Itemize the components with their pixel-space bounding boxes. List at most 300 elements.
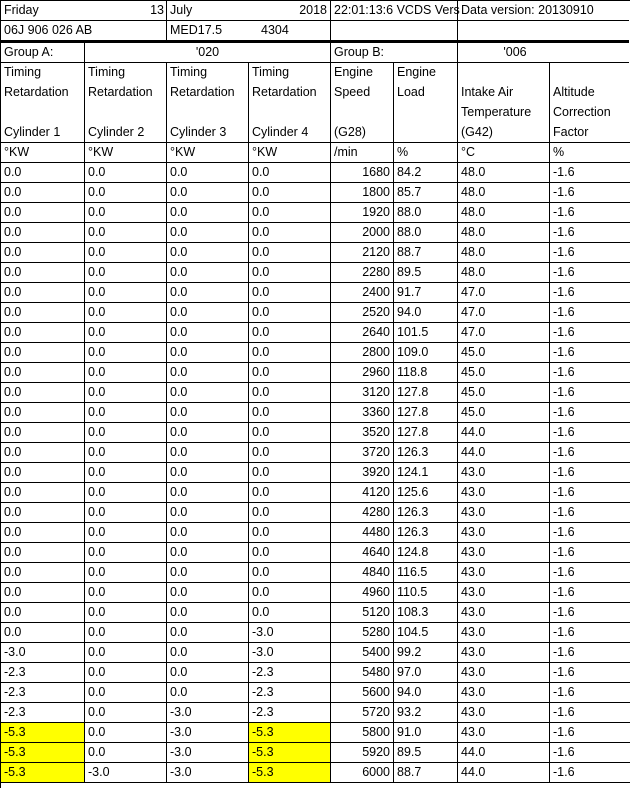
- cell-cylinder-1: 0.0: [1, 623, 85, 643]
- cell-intake-temp: 44.0: [458, 423, 550, 443]
- cell-intake-temp: 43.0: [458, 683, 550, 703]
- cell-cylinder-2: 0.0: [85, 343, 167, 363]
- engine-load-header-line-2: Load: [394, 83, 458, 103]
- cell-cylinder-1: 0.0: [1, 183, 85, 203]
- cell-engine-load: 118.8: [394, 363, 458, 383]
- cell-cylinder-4: 0.0: [249, 503, 331, 523]
- cell-cylinder-1: 0.0: [1, 283, 85, 303]
- engine-load-header-line-3: [394, 103, 458, 123]
- cell-engine-load: 88.0: [394, 203, 458, 223]
- cell-intake-temp: 48.0: [458, 223, 550, 243]
- cell-cylinder-4: 0.0: [249, 543, 331, 563]
- cylinder-3-header-line-1: Timing: [167, 63, 249, 83]
- cell-cylinder-3: 0.0: [167, 683, 249, 703]
- cell-intake-temp: 45.0: [458, 403, 550, 423]
- cell-cylinder-4: 0.0: [249, 263, 331, 283]
- cell-cylinder-2: 0.0: [85, 203, 167, 223]
- cell-cylinder-4: 0.0: [249, 203, 331, 223]
- cell-engine-speed: 3120: [331, 383, 394, 403]
- cell-cylinder-3: 0.0: [167, 623, 249, 643]
- cell-engine-load: 88.7: [394, 763, 458, 783]
- cell-cylinder-3: 0.0: [167, 343, 249, 363]
- cell-engine-speed: 3520: [331, 423, 394, 443]
- cell-altitude-factor: -1.6: [550, 383, 630, 403]
- cell-cylinder-1: 0.0: [1, 403, 85, 423]
- cell-cylinder-4: -3.0: [249, 643, 331, 663]
- cylinder-4-header-line-2: Retardation: [249, 83, 331, 103]
- intake-temp-header-line-2: Intake Air: [458, 83, 550, 103]
- cell-altitude-factor: -1.6: [550, 743, 630, 763]
- cell-cylinder-3: 0.0: [167, 403, 249, 423]
- altitude-factor-header-line-4: Factor: [550, 123, 630, 143]
- cell-cylinder-4: -2.3: [249, 663, 331, 683]
- cell-cylinder-2: 0.0: [85, 263, 167, 283]
- cell-engine-load: 124.1: [394, 463, 458, 483]
- cylinder-4-header-line-3: [249, 103, 331, 123]
- cell-cylinder-2: 0.0: [85, 463, 167, 483]
- cell-intake-temp: 43.0: [458, 603, 550, 623]
- cell-cylinder-4: 0.0: [249, 423, 331, 443]
- intake-temp-header-line-3: Temperature: [458, 103, 550, 123]
- cell-cylinder-1: 0.0: [1, 543, 85, 563]
- cell-engine-load: 109.0: [394, 343, 458, 363]
- cell-cylinder-1: 0.0: [1, 603, 85, 623]
- cell-cylinder-4: 0.0: [249, 563, 331, 583]
- cell-cylinder-2: 0.0: [85, 743, 167, 763]
- cell-cylinder-1: 0.0: [1, 463, 85, 483]
- cell-altitude-factor: -1.6: [550, 443, 630, 463]
- cell-altitude-factor: -1.6: [550, 543, 630, 563]
- title-year: 2018: [249, 1, 331, 21]
- cylinder-1-header-line-2: Retardation: [1, 83, 85, 103]
- intake-temp-header-line-4: (G42): [458, 123, 550, 143]
- cell-cylinder-4: 0.0: [249, 183, 331, 203]
- cell-engine-load: 97.0: [394, 663, 458, 683]
- cell-cylinder-3: 0.0: [167, 543, 249, 563]
- cell-engine-load: 124.8: [394, 543, 458, 563]
- cell-cylinder-3: 0.0: [167, 323, 249, 343]
- cell-altitude-factor: -1.6: [550, 643, 630, 663]
- cell-engine-load: 93.2: [394, 703, 458, 723]
- cell-engine-speed: 4840: [331, 563, 394, 583]
- cylinder-2-header-line-4: Cylinder 2: [85, 123, 167, 143]
- cell-cylinder-2: 0.0: [85, 723, 167, 743]
- cell-engine-speed: 5600: [331, 683, 394, 703]
- cell-altitude-factor: -1.6: [550, 423, 630, 443]
- cell-engine-load: 108.3: [394, 603, 458, 623]
- cell-engine-speed: 2800: [331, 343, 394, 363]
- cylinder-2-header-line-3: [85, 103, 167, 123]
- cell-intake-temp: 44.0: [458, 443, 550, 463]
- cell-engine-load: 104.5: [394, 623, 458, 643]
- cell-altitude-factor: -1.6: [550, 723, 630, 743]
- cell-cylinder-3: 0.0: [167, 443, 249, 463]
- cell-cylinder-2: 0.0: [85, 623, 167, 643]
- cell-engine-load: 126.3: [394, 523, 458, 543]
- cell-altitude-factor: -1.6: [550, 603, 630, 623]
- cell-cylinder-4: -2.3: [249, 683, 331, 703]
- cell-engine-load: 127.8: [394, 383, 458, 403]
- cell-intake-temp: 47.0: [458, 303, 550, 323]
- cell-engine-speed: 4960: [331, 583, 394, 603]
- cylinder-1-header-line-3: [1, 103, 85, 123]
- cell-intake-temp: 48.0: [458, 263, 550, 283]
- title-day: Friday: [1, 1, 85, 21]
- cell-intake-temp: 45.0: [458, 363, 550, 383]
- cell-engine-speed: 5800: [331, 723, 394, 743]
- cell-intake-temp: 44.0: [458, 763, 550, 783]
- cell-engine-speed: 5120: [331, 603, 394, 623]
- cell-intake-temp: 43.0: [458, 483, 550, 503]
- cell-cylinder-3: -3.0: [167, 723, 249, 743]
- cell-cylinder-1: 0.0: [1, 583, 85, 603]
- cell-intake-temp: 43.0: [458, 723, 550, 743]
- cell-engine-load: 126.3: [394, 443, 458, 463]
- cell-altitude-factor: -1.6: [550, 163, 630, 183]
- cell-engine-speed: 6000: [331, 763, 394, 783]
- cell-intake-temp: 43.0: [458, 503, 550, 523]
- cell-intake-temp: 48.0: [458, 163, 550, 183]
- cell-altitude-factor: -1.6: [550, 763, 630, 783]
- cell-cylinder-3: 0.0: [167, 243, 249, 263]
- cell-engine-speed: 4640: [331, 543, 394, 563]
- cell-cylinder-2: -3.0: [85, 763, 167, 783]
- cylinder-3-header-line-2: Retardation: [167, 83, 249, 103]
- cell-engine-speed: 3920: [331, 463, 394, 483]
- cell-cylinder-2: 0.0: [85, 383, 167, 403]
- cell-cylinder-2: 0.0: [85, 223, 167, 243]
- cell-cylinder-4: 0.0: [249, 323, 331, 343]
- cell-altitude-factor: -1.6: [550, 463, 630, 483]
- engine-speed-header-line-3: [331, 103, 394, 123]
- cell-cylinder-1: 0.0: [1, 363, 85, 383]
- cell-cylinder-2: 0.0: [85, 683, 167, 703]
- cell-cylinder-1: 0.0: [1, 563, 85, 583]
- cell-cylinder-1: -5.3: [1, 723, 85, 743]
- cell-engine-speed: 3720: [331, 443, 394, 463]
- cell-cylinder-1: 0.0: [1, 343, 85, 363]
- cell-cylinder-1: 0.0: [1, 163, 85, 183]
- title-empty: [331, 21, 458, 41]
- cell-cylinder-3: 0.0: [167, 603, 249, 623]
- cell-cylinder-3: -3.0: [167, 703, 249, 723]
- title-empty-2: [458, 21, 629, 41]
- cylinder-1-header-line-4: Cylinder 1: [1, 123, 85, 143]
- cell-cylinder-1: 0.0: [1, 383, 85, 403]
- cell-engine-load: 127.8: [394, 423, 458, 443]
- cell-cylinder-3: 0.0: [167, 483, 249, 503]
- engine-load-header-line-4: [394, 123, 458, 143]
- cell-cylinder-3: 0.0: [167, 183, 249, 203]
- cell-cylinder-2: 0.0: [85, 283, 167, 303]
- cell-cylinder-4: 0.0: [249, 483, 331, 503]
- cell-altitude-factor: -1.6: [550, 623, 630, 643]
- cell-engine-speed: 4120: [331, 483, 394, 503]
- cell-cylinder-4: -2.3: [249, 703, 331, 723]
- cell-cylinder-3: -3.0: [167, 763, 249, 783]
- cell-altitude-factor: -1.6: [550, 583, 630, 603]
- cell-intake-temp: 47.0: [458, 323, 550, 343]
- cell-engine-load: 91.7: [394, 283, 458, 303]
- cell-cylinder-2: 0.0: [85, 183, 167, 203]
- cell-cylinder-2: 0.0: [85, 323, 167, 343]
- cell-cylinder-1: 0.0: [1, 483, 85, 503]
- cell-cylinder-3: 0.0: [167, 303, 249, 323]
- cell-cylinder-2: 0.0: [85, 543, 167, 563]
- cell-cylinder-3: 0.0: [167, 463, 249, 483]
- cell-cylinder-2: 0.0: [85, 663, 167, 683]
- cell-intake-temp: 43.0: [458, 643, 550, 663]
- cell-altitude-factor: -1.6: [550, 343, 630, 363]
- cell-engine-speed: 2400: [331, 283, 394, 303]
- cell-cylinder-4: 0.0: [249, 283, 331, 303]
- cylinder-1-header-unit: °KW: [1, 143, 85, 163]
- cell-engine-speed: 5400: [331, 643, 394, 663]
- cell-cylinder-2: 0.0: [85, 403, 167, 423]
- cell-altitude-factor: -1.6: [550, 703, 630, 723]
- cell-engine-load: 127.8: [394, 403, 458, 423]
- cylinder-4-header-line-4: Cylinder 4: [249, 123, 331, 143]
- cell-engine-speed: 1680: [331, 163, 394, 183]
- title-part-number: 06J 906 026 AB: [1, 21, 167, 41]
- cylinder-4-header-unit: °KW: [249, 143, 331, 163]
- cell-engine-load: 88.7: [394, 243, 458, 263]
- cell-cylinder-4: 0.0: [249, 243, 331, 263]
- cell-engine-speed: 2120: [331, 243, 394, 263]
- cell-cylinder-2: 0.0: [85, 523, 167, 543]
- cell-engine-load: 110.5: [394, 583, 458, 603]
- title-day-number-text: 13: [150, 3, 164, 17]
- cell-engine-load: 94.0: [394, 303, 458, 323]
- cell-cylinder-3: 0.0: [167, 523, 249, 543]
- cell-engine-load: 126.3: [394, 503, 458, 523]
- engine-load-header-unit: %: [394, 143, 458, 163]
- group-b-label: Group B:: [331, 41, 458, 63]
- cell-engine-load: 89.5: [394, 263, 458, 283]
- cell-cylinder-2: 0.0: [85, 423, 167, 443]
- cell-intake-temp: 43.0: [458, 583, 550, 603]
- cell-altitude-factor: -1.6: [550, 283, 630, 303]
- cell-altitude-factor: -1.6: [550, 663, 630, 683]
- cylinder-3-header-line-4: Cylinder 3: [167, 123, 249, 143]
- cell-engine-speed: 5720: [331, 703, 394, 723]
- cell-engine-load: 88.0: [394, 223, 458, 243]
- cell-altitude-factor: -1.6: [550, 403, 630, 423]
- cell-cylinder-4: 0.0: [249, 403, 331, 423]
- altitude-factor-header-line-1: [550, 63, 630, 83]
- cylinder-4-header-line-1: Timing: [249, 63, 331, 83]
- cell-cylinder-4: -5.3: [249, 723, 331, 743]
- cell-altitude-factor: -1.6: [550, 503, 630, 523]
- title-code: 4304: [249, 21, 331, 41]
- title-day-number: [85, 1, 167, 21]
- cell-cylinder-1: 0.0: [1, 263, 85, 283]
- cell-cylinder-3: 0.0: [167, 503, 249, 523]
- cell-cylinder-1: 0.0: [1, 323, 85, 343]
- cell-cylinder-4: -5.3: [249, 763, 331, 783]
- cell-cylinder-2: 0.0: [85, 583, 167, 603]
- cell-engine-speed: 2520: [331, 303, 394, 323]
- cell-intake-temp: 43.0: [458, 563, 550, 583]
- cell-cylinder-3: -3.0: [167, 743, 249, 763]
- cell-cylinder-4: 0.0: [249, 363, 331, 383]
- group-b-value: '006: [458, 41, 629, 63]
- cell-cylinder-4: -5.3: [249, 743, 331, 763]
- cell-cylinder-4: 0.0: [249, 223, 331, 243]
- cell-cylinder-3: 0.0: [167, 283, 249, 303]
- cell-engine-speed: 5480: [331, 663, 394, 683]
- altitude-factor-header-unit: %: [550, 143, 630, 163]
- cell-engine-load: 116.5: [394, 563, 458, 583]
- cell-altitude-factor: -1.6: [550, 203, 630, 223]
- cell-altitude-factor: -1.6: [550, 303, 630, 323]
- cell-altitude-factor: -1.6: [550, 563, 630, 583]
- cell-cylinder-4: -3.0: [249, 623, 331, 643]
- cell-engine-speed: 2960: [331, 363, 394, 383]
- cylinder-3-header-line-3: [167, 103, 249, 123]
- cell-engine-load: 125.6: [394, 483, 458, 503]
- cell-altitude-factor: -1.6: [550, 243, 630, 263]
- cell-cylinder-1: -2.3: [1, 663, 85, 683]
- cell-cylinder-4: 0.0: [249, 163, 331, 183]
- cell-cylinder-1: -2.3: [1, 683, 85, 703]
- cell-altitude-factor: -1.6: [550, 363, 630, 383]
- cell-engine-speed: 1800: [331, 183, 394, 203]
- cell-cylinder-2: 0.0: [85, 603, 167, 623]
- cell-cylinder-2: 0.0: [85, 503, 167, 523]
- cell-cylinder-3: 0.0: [167, 583, 249, 603]
- cell-cylinder-3: 0.0: [167, 263, 249, 283]
- engine-speed-header-unit: /min: [331, 143, 394, 163]
- title-month: [167, 1, 249, 21]
- cell-cylinder-3: 0.0: [167, 423, 249, 443]
- cell-cylinder-3: 0.0: [167, 383, 249, 403]
- cell-cylinder-3: 0.0: [167, 163, 249, 183]
- cell-cylinder-3: 0.0: [167, 663, 249, 683]
- cell-cylinder-4: 0.0: [249, 463, 331, 483]
- cell-cylinder-4: 0.0: [249, 303, 331, 323]
- cell-engine-speed: 5920: [331, 743, 394, 763]
- cell-intake-temp: 43.0: [458, 463, 550, 483]
- cell-altitude-factor: -1.6: [550, 183, 630, 203]
- cell-intake-temp: 47.0: [458, 283, 550, 303]
- cell-intake-temp: 48.0: [458, 183, 550, 203]
- cell-engine-load: 99.2: [394, 643, 458, 663]
- altitude-factor-header-line-3: Correction: [553, 105, 611, 119]
- cell-cylinder-1: -3.0: [1, 643, 85, 663]
- cell-intake-temp: 48.0: [458, 203, 550, 223]
- cell-cylinder-1: 0.0: [1, 523, 85, 543]
- cell-engine-speed: 1920: [331, 203, 394, 223]
- cell-cylinder-1: 0.0: [1, 443, 85, 463]
- cell-cylinder-1: -5.3: [1, 763, 85, 783]
- title-month-text: July: [170, 3, 193, 17]
- title-time: [331, 1, 458, 21]
- cylinder-1-header-line-1: Timing: [1, 63, 85, 83]
- title-data-version: Data version: 20130910: [458, 1, 629, 21]
- title-time-text: 22:01:13:6: [334, 3, 394, 17]
- cell-cylinder-2: 0.0: [85, 363, 167, 383]
- cell-cylinder-1: 0.0: [1, 503, 85, 523]
- engine-load-header-line-1: Engine: [394, 63, 458, 83]
- cell-cylinder-1: -5.3: [1, 743, 85, 763]
- cell-intake-temp: 43.0: [458, 523, 550, 543]
- cell-engine-speed: 2000: [331, 223, 394, 243]
- cell-cylinder-2: 0.0: [85, 163, 167, 183]
- cell-cylinder-3: 0.0: [167, 363, 249, 383]
- title-ecu: MED17.5: [167, 21, 249, 41]
- cell-cylinder-2: 0.0: [85, 563, 167, 583]
- cell-intake-temp: 43.0: [458, 703, 550, 723]
- cell-cylinder-2: 0.0: [85, 483, 167, 503]
- cell-engine-load: 91.0: [394, 723, 458, 743]
- cell-engine-speed: 2640: [331, 323, 394, 343]
- cell-cylinder-2: 0.0: [85, 243, 167, 263]
- cell-cylinder-4: 0.0: [249, 443, 331, 463]
- cell-altitude-factor: -1.6: [550, 323, 630, 343]
- cylinder-2-header-line-2: Retardation: [85, 83, 167, 103]
- cell-engine-load: 94.0: [394, 683, 458, 703]
- group-a-value: '020: [85, 41, 331, 63]
- altitude-factor-header-line-2: Altitude: [553, 85, 595, 99]
- cell-altitude-factor: -1.6: [550, 523, 630, 543]
- cell-intake-temp: 43.0: [458, 663, 550, 683]
- cell-cylinder-2: 0.0: [85, 703, 167, 723]
- cell-cylinder-1: 0.0: [1, 303, 85, 323]
- title-vcds-text: VCDS Vers: [396, 3, 460, 17]
- cell-engine-speed: 4480: [331, 523, 394, 543]
- intake-temp-header-unit: °C: [458, 143, 550, 163]
- cell-altitude-factor: -1.6: [550, 263, 630, 283]
- cell-cylinder-4: 0.0: [249, 343, 331, 363]
- cell-intake-temp: 43.0: [458, 623, 550, 643]
- cell-cylinder-3: 0.0: [167, 223, 249, 243]
- cell-engine-load: 85.7: [394, 183, 458, 203]
- cell-cylinder-2: 0.0: [85, 443, 167, 463]
- cell-engine-speed: 2280: [331, 263, 394, 283]
- cell-cylinder-2: 0.0: [85, 303, 167, 323]
- cell-intake-temp: 44.0: [458, 743, 550, 763]
- cell-cylinder-3: 0.0: [167, 563, 249, 583]
- cell-cylinder-1: -2.3: [1, 703, 85, 723]
- cylinder-2-header-unit: °KW: [85, 143, 167, 163]
- cell-engine-load: 89.5: [394, 743, 458, 763]
- cell-cylinder-2: 0.0: [85, 643, 167, 663]
- engine-speed-header-line-1: Engine: [331, 63, 394, 83]
- cell-intake-temp: 45.0: [458, 343, 550, 363]
- cell-cylinder-4: 0.0: [249, 603, 331, 623]
- cell-cylinder-1: 0.0: [1, 203, 85, 223]
- cell-engine-load: 84.2: [394, 163, 458, 183]
- cell-intake-temp: 43.0: [458, 543, 550, 563]
- engine-speed-header-line-4: (G28): [331, 123, 394, 143]
- cell-intake-temp: 45.0: [458, 383, 550, 403]
- cell-cylinder-1: 0.0: [1, 223, 85, 243]
- cell-cylinder-3: 0.0: [167, 643, 249, 663]
- cylinder-2-header-line-1: Timing: [85, 63, 167, 83]
- cylinder-3-header-unit: °KW: [167, 143, 249, 163]
- cell-engine-speed: 4280: [331, 503, 394, 523]
- intake-temp-header-line-1: [458, 63, 550, 83]
- cell-altitude-factor: -1.6: [550, 223, 630, 243]
- cell-cylinder-4: 0.0: [249, 383, 331, 403]
- cell-cylinder-1: 0.0: [1, 423, 85, 443]
- cell-altitude-factor: -1.6: [550, 683, 630, 703]
- cell-cylinder-4: 0.0: [249, 523, 331, 543]
- group-a-label: Group A:: [1, 41, 85, 63]
- cell-intake-temp: 48.0: [458, 243, 550, 263]
- cell-engine-speed: 3360: [331, 403, 394, 423]
